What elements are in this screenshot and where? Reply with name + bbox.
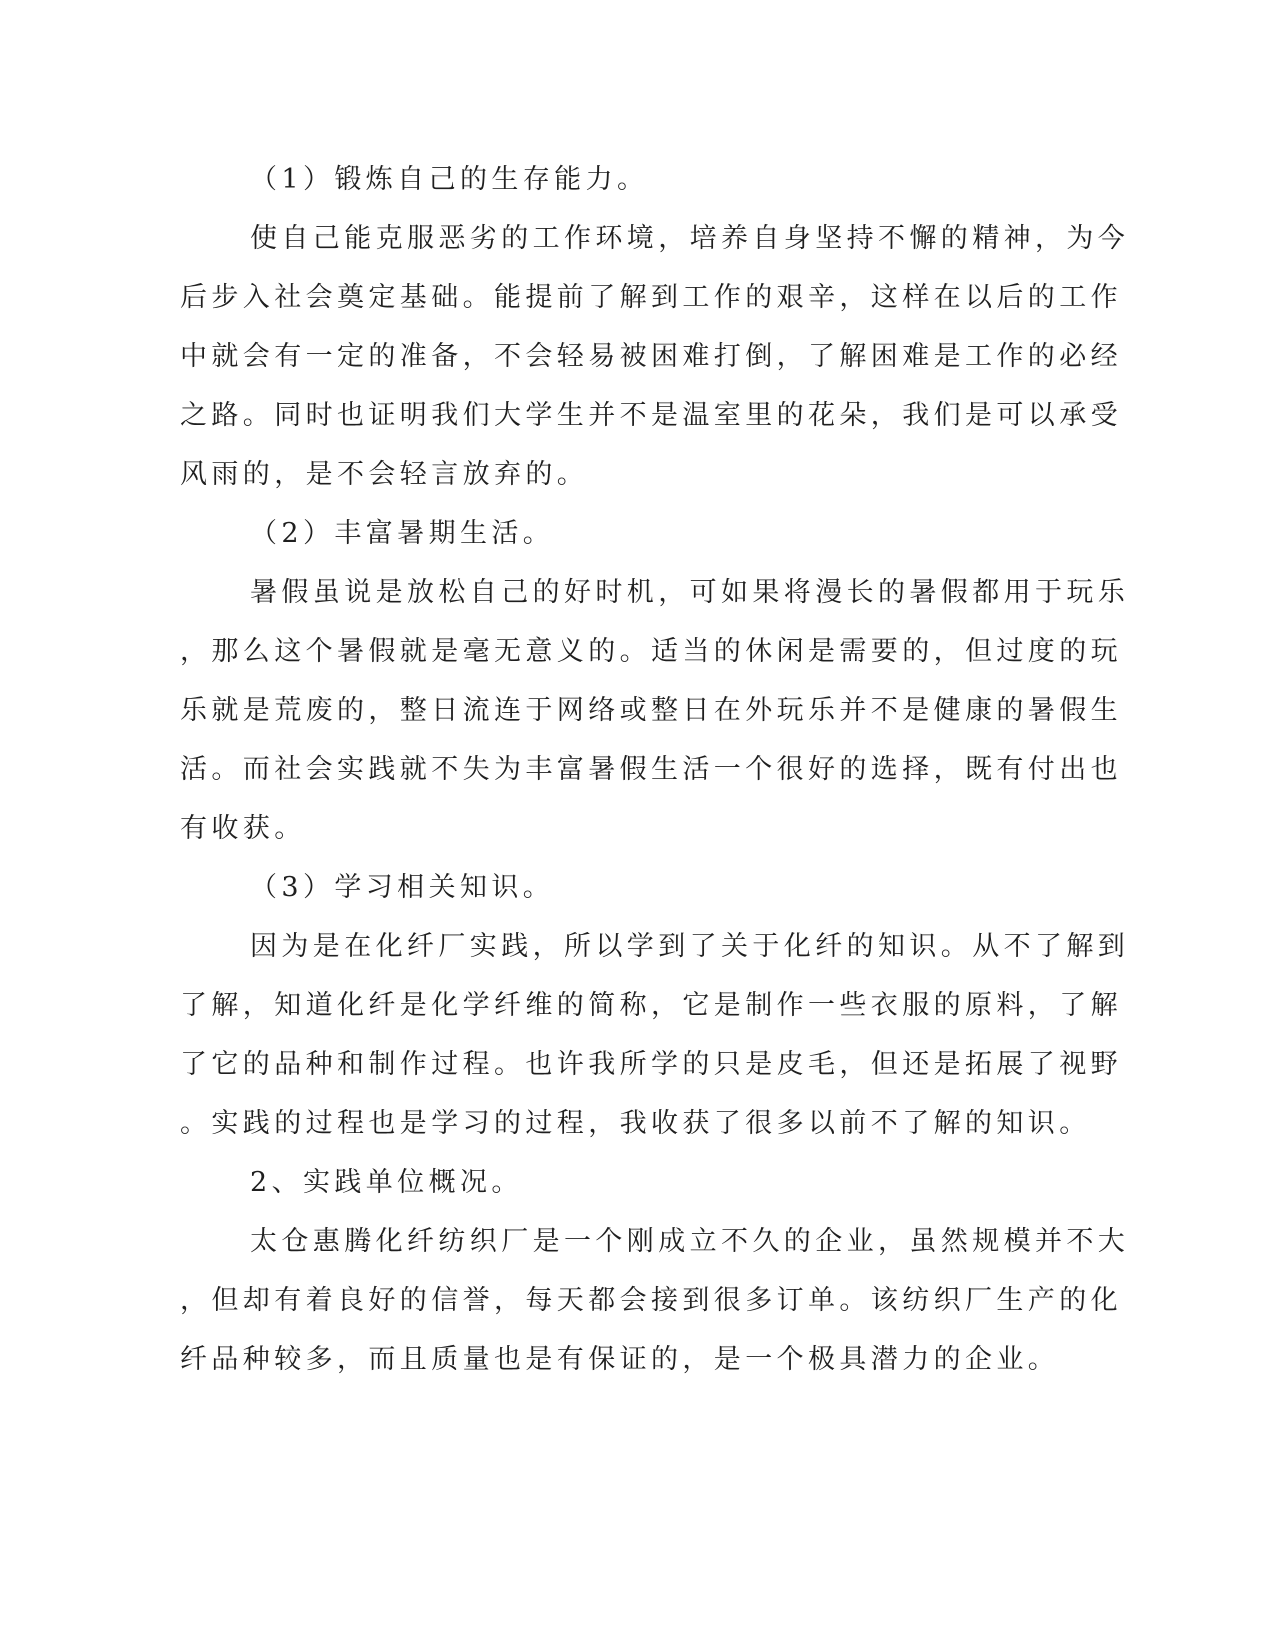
paragraph-line: 有收获。 <box>180 813 306 844</box>
paragraph-line: 太仓惠腾化纤纺织厂是一个刚成立不久的企业，虽然规模并不大 <box>250 1226 1130 1257</box>
subheading-3: （3）学习相关知识。 <box>250 872 555 903</box>
paragraph-line: ，但却有着良好的信誉，每天都会接到很多订单。该纺织厂生产的化 <box>180 1285 1122 1316</box>
paragraph-line: 暑假虽说是放松自己的好时机，可如果将漫长的暑假都用于玩乐 <box>250 577 1130 608</box>
subheading-2: （2）丰富暑期生活。 <box>250 518 555 549</box>
paragraph-line: 了解，知道化纤是化学纤维的简称，它是制作一些衣服的原料，了解 <box>180 990 1122 1021</box>
paragraph-line: 活。而社会实践就不失为丰富暑假生活一个很好的选择，既有付出也 <box>180 754 1122 785</box>
paragraph-line: 了它的品种和制作过程。也许我所学的只是皮毛，但还是拓展了视野 <box>180 1049 1122 1080</box>
paragraph-line: 之路。同时也证明我们大学生并不是温室里的花朵，我们是可以承受 <box>180 400 1122 431</box>
paragraph-line: 乐就是荒废的，整日流连于网络或整日在外玩乐并不是健康的暑假生 <box>180 695 1122 726</box>
paragraph-line: ，那么这个暑假就是毫无意义的。适当的休闲是需要的，但过度的玩 <box>180 636 1122 667</box>
paragraph-line: 后步入社会奠定基础。能提前了解到工作的艰辛，这样在以后的工作 <box>180 282 1122 313</box>
paragraph-line: 。实践的过程也是学习的过程，我收获了很多以前不了解的知识。 <box>180 1108 1091 1139</box>
paragraph-line: 中就会有一定的准备，不会轻易被困难打倒，了解困难是工作的必经 <box>180 341 1122 372</box>
paragraph-line: 风雨的，是不会轻言放弃的。 <box>180 459 589 490</box>
paragraph-line: 纤品种较多，而且质量也是有保证的，是一个极具潜力的企业。 <box>180 1344 1060 1375</box>
section-heading-2: 2、实践单位概况。 <box>250 1167 523 1198</box>
paragraph-line: 使自己能克服恶劣的工作环境，培养自身坚持不懈的精神，为今 <box>250 223 1130 254</box>
paragraph-line: 因为是在化纤厂实践，所以学到了关于化纤的知识。从不了解到 <box>250 931 1130 962</box>
subheading-1: （1）锻炼自己的生存能力。 <box>250 164 649 195</box>
